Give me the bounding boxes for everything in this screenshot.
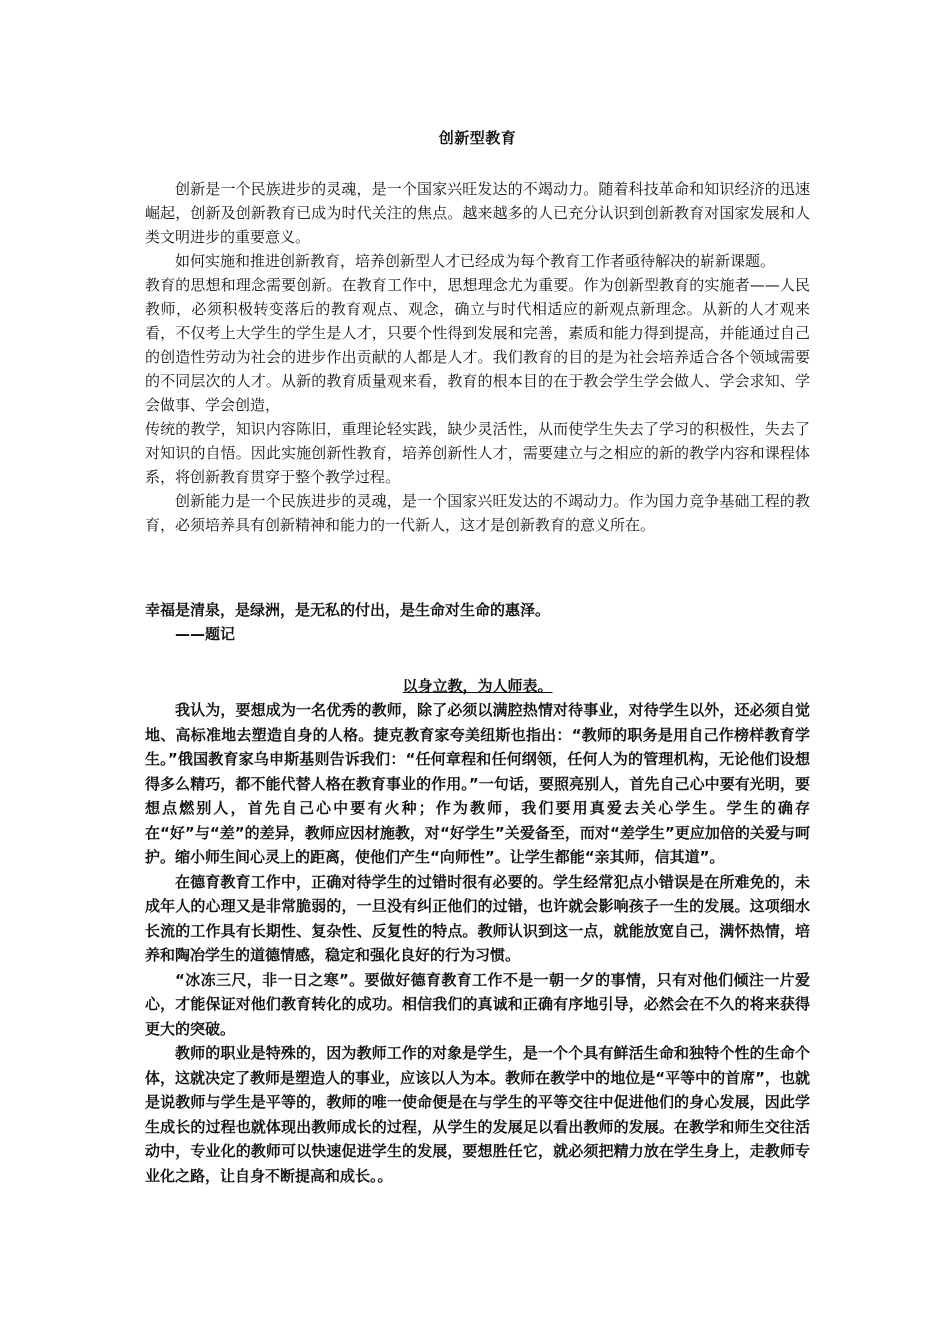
- motto-attribution: ——题记: [175, 625, 236, 643]
- paragraph: 创新是一个民族进步的灵魂，是一个国家兴旺发达的不竭动力。随着科技革命和知识经济的迅速崛起，创新及创新教育已成为时代关注的焦点。越来越多的人已充分认识到创新教育对国家发展和人类文明进步的重要意义。: [145, 180, 810, 246]
- paragraph: 在德育教育工作中，正确对待学生的过错时很有必要的。学生经常犯点小错误是在所难免的，未成年人的心理又是非常脆弱的，一旦没有纠正他们的过错，也许就会影响孩子一生的发展。这项细水长流的工作具有长期性、复杂性、反复性的特点。教师认识到这一点，就能放宽自己，满怀热情，培养和陶冶学生的道德情感，稳定和强化良好的行为习惯。: [145, 872, 810, 964]
- paragraph: 创新能力是一个民族进步的灵魂，是一个国家兴旺发达的不竭动力。作为国力竞争基础工程的教育，必须培养具有创新精神和能力的一代新人，这才是创新教育的意义所在。: [145, 492, 810, 534]
- section-innovation-education: [145, 177, 810, 537]
- paragraph: 教师的职业是特殊的，因为教师工作的对象是学生，是一个个具有鲜活生命和独特个性的生命个体，这就决定了教师是塑造人的事业，应该以人为本。教师在教学中的地位是“平等中的首席”，也就是说教师与学生是平等的，教师的唯一使命便是在与学生的平等交往中促进他们的身心发展，因此学生成长的过程也就体现出教师成长的过程，从学生的发展足以看出教师的发展。在教学和师生交往活动中，专业化的教师可以快速促进学生的发展，要想胜任它，就必须把精力放在学生身上，走教师专业化之路，让自身不断提高和成长。。: [145, 1044, 810, 1185]
- section-heading: 以身立教，为人师表。: [402, 677, 553, 695]
- motto-block: [145, 598, 810, 646]
- document-title: 创新型教育: [438, 129, 517, 147]
- paragraph: “冰冻三尺，非一日之寒”。要做好德育教育工作不是一朝一夕的事情，只有对他们倾注一片爱心，才能保证对他们教育转化的成功。相信我们的真诚和正确有序地引导，必然会在不久的将来获得更大的突破。: [145, 970, 810, 1038]
- paragraph: 如何实施和推进创新教育，培养创新型人才已经成为每个教育工作者亟待解决的崭新课题。: [175, 252, 776, 270]
- paragraph: 我认为，要想成为一名优秀的教师，除了必须以满腔热情对待事业，对待学生以外，还必须自觉地、高标准地去塑造自身的人格。捷克教育家夸美纽斯也指出：“教师的职务是用自己作榜样教育学生。”俄国教育家乌申斯基则告诉我们：“任何章程和任何纲领，任何人为的管理机构，无论他们设想得多么精巧，都不能代替人格在教育事业的作用。”一句话，要照亮别人，首先自己心中要有光明，要想点燃别人，首先自己心中要有火种；作为教师，我们要用真爱去关心学生。学生的确存在“好”与“差”的差异，教师应因材施教，对“好学生”关爱备至，而对“差学生”更应加倍的关爱与呵护。缩小师生间心灵上的距离，使他们产生“向师性”。让学生都能“亲其师，信其道”。: [145, 701, 810, 866]
- section-teacher-example: [145, 698, 810, 1188]
- motto-line: 幸福是清泉，是绿洲，是无私的付出，是生命对生命的惠泽。: [145, 601, 551, 619]
- paragraph: 传统的教学，知识内容陈旧，重理论轻实践，缺少灵活性，从而使学生失去了学习的积极性，失去了对知识的自悟。因此实施创新性教育，培养创新性人才，需要建立与之相应的新的教学内容和课程体系，将创新教育贯穿于整个教学过程。: [145, 420, 810, 486]
- paragraph: 教育的思想和理念需要创新。在教育工作中，思想理念尤为重要。作为创新型教育的实施者——人民教师，必须积极转变落后的教育观点、观念，确立与时代相适应的新观点新理念。从新的人才观来看，不仅考上大学生的学生是人才，只要个性得到发展和完善，素质和能力得到提高，并能通过自己的创造性劳动为社会的进步作出贡献的人都是人才。我们教育的目的是为社会培养适合各个领域需要的不同层次的人才。从新的教育质量观来看，教育的根本目的在于教会学生学会做人、学会求知、学会做事、学会创造，: [145, 276, 810, 414]
